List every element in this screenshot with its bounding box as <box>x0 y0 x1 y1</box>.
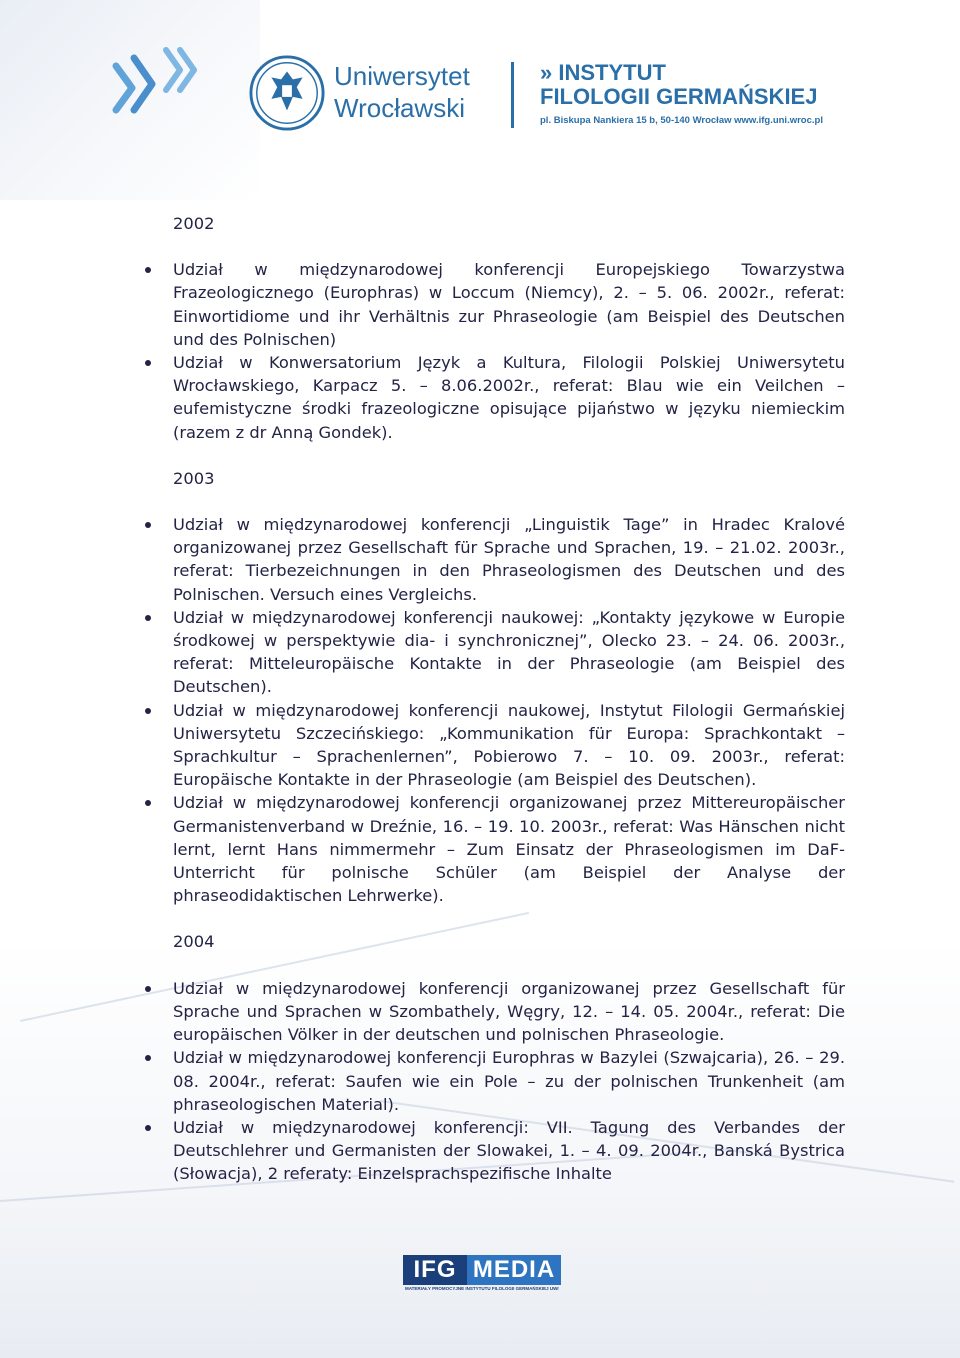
list-item: Udział w międzynarodowej konferencji Europejskiego Towarzystwa Frazeologicznego (Europhras) w Loccum (Niemcy), 2. – 5. 06. 2002r., referat: Einwortidiome und ihr Verhältnis zur Phraseologie (am Beispiel des Deutschen und des Polnischen) <box>173 258 845 351</box>
section-2003 <box>173 467 845 908</box>
section-year: 2004 <box>173 932 215 952</box>
list-item: Udział w międzynarodowej konferencji Europhras w Bazylei (Szwajcaria), 26. – 29. 08. 2004r., referat: Saufen wie ein Pole – zu der polnischen Trunkenheit (am phraseologischen Material). <box>173 1046 845 1116</box>
page-header <box>0 0 960 140</box>
section-2002 <box>173 212 845 444</box>
list-item: Udział w międzynarodowej konferencji naukowej: „Kontakty językowe w Europie środkowej w perspektywie dia- i synchronicznej”, Olecko 23. – 24. 06. 2003r., referat: Mitteleuropäische Kontakte in der Phraseologie (am Beispiel des Deutschen). <box>173 606 845 699</box>
section-year: 2003 <box>173 468 215 488</box>
university-name-line1: Uniwersytet <box>334 61 470 91</box>
document-body <box>173 212 845 1186</box>
logo-tagline: MATERIAŁY PROMOCYJNE INSTYTUTU FILOLOGII GERMAŃSKIEJ UWr <box>404 1286 559 1291</box>
header-divider <box>511 62 514 128</box>
chevron-logo-icon <box>108 44 208 134</box>
section-2004 <box>173 930 845 1185</box>
university-name-line2: Wrocławski <box>334 93 465 123</box>
item-list <box>173 258 845 444</box>
university-seal-icon <box>248 54 326 132</box>
institute-title <box>540 62 823 128</box>
list-item: Udział w Konwersatorium Język a Kultura, Filologii Polskiej Uniwersytetu Wrocławskiego, Karpacz 5. – 8.06.2002r., referat: Blau wie ein Veilchen – eufemistyczne środki frazeologiczne opisujące pijaństwo w języku niemieckim (razem z dr Anną Gondek). <box>173 351 845 444</box>
logo-part-ifg: IFG <box>403 1255 467 1285</box>
logo-part-media: MEDIA <box>467 1255 561 1285</box>
institute-address: pl. Biskupa Nankiera 15 b, 50-140 Wrocław www.ifg.uni.wroc.pl <box>540 115 823 126</box>
section-year: 2002 <box>173 214 215 233</box>
institute-title-line2: FILOLOGII GERMAŃSKIEJ <box>540 84 818 109</box>
university-name <box>334 60 470 124</box>
institute-title-line1: » INSTYTUT <box>540 60 666 85</box>
list-item: Udział w międzynarodowej konferencji organizowanej przez Mittereuropäischer Germanistenverband w Dreźnie, 16. – 19. 10. 2003r., referat: Was Hänschen nicht lernt, lernt Hans nimmermehr – Zum Einsatz der Phraseologismen im DaF-Unterricht für polnische Schüler (am Beispiel der Analyse der phraseodidaktischen Lehrwerke). <box>173 791 845 907</box>
ifg-media-logo <box>403 1255 561 1293</box>
list-item: Udział w międzynarodowej konferencji organizowanej przez Gesellschaft für Sprache und Sprachen w Szombathely, Węgry, 12. – 14. 05. 2004r., referat: Die europäischen Völker in der deutschen und polnischen Phraseologie. <box>173 977 845 1047</box>
item-list <box>173 977 845 1186</box>
list-item: Udział w międzynarodowej konferencji naukowej, Instytut Filologii Germańskiej Uniwersytetu Szczecińskiego: „Kommunikation für Europa: Sprachkontakt – Sprachkultur – Sprachenlernen”, Pobierowo 7. – 10. 09. 2003r., referat: Europäische Kontakte in der Phraseologie (am Beispiel des Deutschen). <box>173 699 845 792</box>
item-list <box>173 513 845 907</box>
list-item: Udział w międzynarodowej konferencji „Linguistik Tage” in Hradec Kralové organizowanej przez Gesellschaft für Sprache und Sprachen, 19. – 21.02. 2003r., referat: Tierbezeichnungen in den Phraseologismen des Deutschen und des Polnischen. Versuch eines Vergleichs. <box>173 513 845 606</box>
list-item: Udział w międzynarodowej konferencji: VII. Tagung des Verbandes der Deutschlehrer und Germanisten der Slowakei, 1. – 4. 09. 2004r., Banská Bystrica (Słowacja), 2 referaty: Einzelsprachspezifische Inhalte <box>173 1116 845 1186</box>
